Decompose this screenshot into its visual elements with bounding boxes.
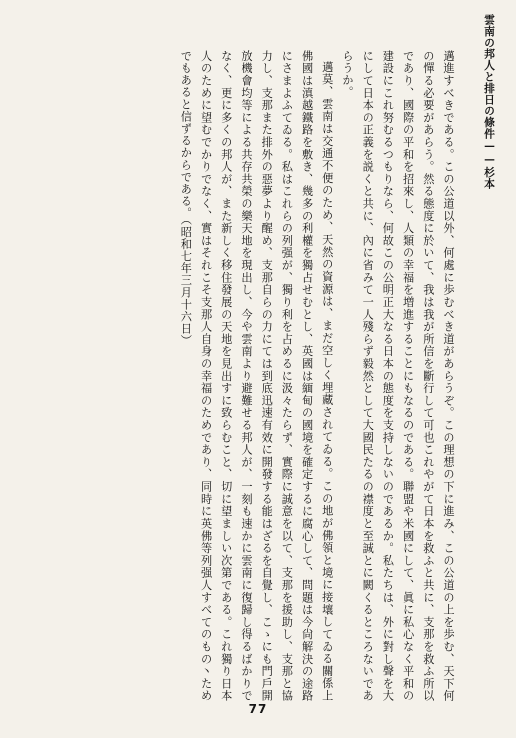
page-number: 77: [248, 702, 268, 716]
paragraph-2: 邁莫、雲南は交通不便のため、天然の資源は、まだ空しく埋藏されてゐる。この地が佛領と境に接壤してゐる關係上佛國は滇越鐵路を敷き、幾多の利權を獨占せむとし、英國は緬甸の國境を確定するに腐心して、問題は今尙解決の途路にさまよふてゐる。私はこれらの列强が、獨り利を占めるに汲々たらず、實際に誠意を以て、支那を援助し、支那と協力し、支那また排外の惡夢より醒め、支那自らの力にては到底迅速有效に開發する能はざるを自覺し、こゝにも門戶開放機會均等による共存共榮の樂天地を現出し、今や雲南より避難せる邦人が、一刻も速かに雲南に復歸し得るばかりでなく、更に多くの邦人が、また新しく移住發展の天地を見出すに致らむこと、切に望ましい次第である。これ獨り日本人のために望むでかりでなく、實はそれこそ支那人自身の幸福のためであり、同時に英佛等列强人すべてのもの丶ためでもあると信ずるからである。（昭和七年三月十六日）: [179, 50, 334, 702]
paragraph-1: 邁進すべきである。この公道以外、何處に歩むべき道があらうぞ。この理想の下に進み、この公道の上を歩む、天下何の憚る必要があらう。然る態度に於いて、我は我が所信を斷行して可也これやがて日本を救ふと共に、支那を救ふ所以であり、國際の平和を招來し、人類の幸福を増進することにもなるのである。聯盟や米國にして、眞に私心なく平和の建設にこれ努むるつもりなら、何故この公明正大なる日本の態度を支持しないのであるか。私たちは、外に對し聲を大にして日本の正義を説くと共に、內に省みて一人殘らず毅然として大國民たるの襟度と至誠とに闕くるところないであらうか。: [340, 50, 455, 702]
running-header: 雲南の邦人と排日の條件——杉本: [483, 14, 496, 190]
body-text: [38, 50, 458, 702]
